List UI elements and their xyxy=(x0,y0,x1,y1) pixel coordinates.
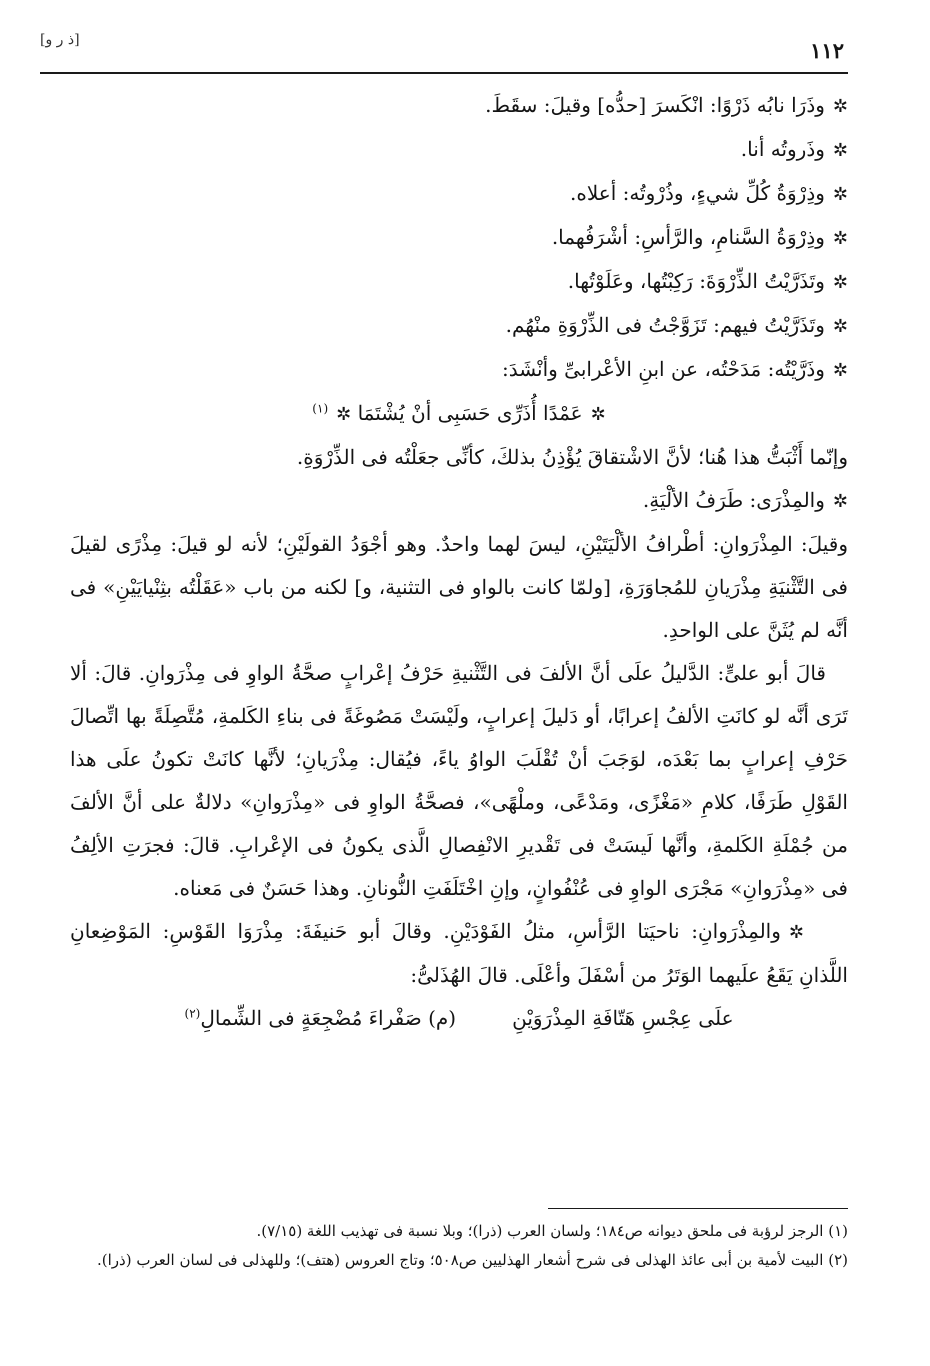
entry-text: وتَذَرَّيْتُ فيهم: تَزَوَّجْتُ فى الذِّرْوَةِ منْهُم. xyxy=(505,313,825,337)
main-text xyxy=(70,84,848,1040)
running-head-root: [ذ ر و] xyxy=(40,32,80,48)
asterisk-icon: ✲ xyxy=(832,272,848,293)
paragraph: قالَ أبو علىٍّ: الدَّليلُ علَى أنَّ الألفَ فى التَّثْنيةِ حَرْفُ إعْرابٍ صحَّةُ الواوِ فى مِذْرَوانِ. قالَ: ألا تَرَى أنَّه لو كانَتِ الألفُ إعرابًا، أو دَليلَ إعرابٍ، ولَيْسَتْ مَصُوغَةً فى بناءِ الكَلمةِ، مُتَّصِلَةً بها اتِّصالَ حَرْفِ إعرابٍ بما بَعْدَه، لوَجَبَ أنْ تُقْلَبَ الواوُ ياءً، فيُقال: مِذْرَيانِ؛ لأنَّها كانَتْ تكونُ علَى هذا القَوْلِ طَرَفًا، كلامِ «مَغْزًى، ومَدْعًى، وملْهًى»، فصحَّةُ الواوِ فى «مِذْرَوانِ» دلالةٌ على أنَّ الألفَ من جُمْلَةِ الكَلمةِ، وأنَّها لَيسَتْ فى تَقْديرِ الانْفِصالِ الَّذى يكونُ فى الإعْرابِ. قالَ: فجرَتِ الألِفُ فى «مِذْرَوانِ» مَجْرَى الواوِ فى عُنْفُوانٍ، وإنِ اخْتَلَفَتِ النُّونانِ. وهذا حَسَنٌ فى مَعناه. xyxy=(70,661,848,900)
footnote-ref: (٢) xyxy=(184,1006,201,1021)
asterisk-icon: ✲ xyxy=(832,96,848,117)
asterisk-icon: ✲ xyxy=(788,922,804,943)
verse-rajaz xyxy=(70,392,848,436)
entry-line xyxy=(70,172,848,216)
asterisk-icon: ✲ xyxy=(832,228,848,249)
page-number: ١١٢ xyxy=(810,38,844,63)
verse-hudhali xyxy=(70,997,848,1040)
page-header xyxy=(40,30,848,74)
entry-text: والمِذْرَوانِ: ناحيَتا الرَّأسِ، مثلُ الفَوْدَيْنِ. وقالَ أبو حَنيفَةَ: مِذْرَوَا القَوْسِ: المَوْضِعانِ اللَّذانِ يَقَعُ علَيهما الوَتَرُ من أسْفَلَ وأعْلَى. قالَ الهُذَلىُّ: xyxy=(70,919,848,987)
asterisk-icon: ✲ xyxy=(832,140,848,161)
asterisk-icon: ✲ xyxy=(832,316,848,337)
hemistich-text: (م) صَفْراءَ مُضْجِعَةٍ فى الشِّمالِ xyxy=(200,1006,457,1030)
entry-line xyxy=(70,216,848,260)
footnote-ref: (١) xyxy=(312,401,329,416)
paragraph: وإنّما أَثْبَتُّ هذا هُنا؛ لأنَّ الاشْتقاقَ يُؤْذِنُ بذلكَ، كأنِّى جعَلْتُه فى الذِّرْوَةِ. xyxy=(296,445,848,469)
asterisk-icon: ✲ xyxy=(832,491,848,512)
entry-text: وتَذَرَّيْتُ الذِّرْوَةَ: رَكِبْتُها، وعَلَوْتُها. xyxy=(567,269,825,293)
entry-line xyxy=(70,260,848,304)
entry-line xyxy=(70,479,848,523)
asterisk-icon: ✲ xyxy=(832,360,848,381)
footnotes xyxy=(70,1208,848,1275)
entry-line xyxy=(70,910,848,997)
entry-line xyxy=(70,348,848,392)
entry-line xyxy=(70,128,848,172)
asterisk-icon: ✲ xyxy=(832,184,848,205)
verse-hemistich-first: علَى عِجْسِ هَتّافَةِ المِذْرَوَيْنِ xyxy=(512,1006,734,1030)
asterisk-icon: ✲ xyxy=(336,404,352,425)
entry-line xyxy=(70,304,848,348)
paragraph: وقيلَ: المِذْرَوانِ: أطْرافُ الألْيَتَيْنِ، ليسَ لهما واحدٌ. وهو أجْوَدُ القولَيْنِ؛ لأنه لو قيلَ: مِذْرًى لقيلَ فى التَّثْنيَةِ مِذْرَيانِ للمُجاوَرَةِ، [ولمّا كانت بالواو فى التثنية، و] لكنه من باب «عَقَلْتُه بثِنْيايَيْنِ» فى أنَّه لم يُثَنَّ على الواحدِ. xyxy=(70,532,848,642)
entry-text: وذَرَّيْتُه: مَدَحْتُه، عن ابنِ الأعْرابىِّ وأنْشَدَ: xyxy=(501,357,825,381)
entry-text: والمِذْرَى: طَرَفُ الألْيَةِ. xyxy=(642,488,825,512)
footnote: (٢) البيت لأمية بن أبى عائذ الهذلى فى شرح أشعار الهذليين ص٥٠٨؛ وتاج العروس (هتف)؛ وللهذلى فى لسان العرب (ذرا). xyxy=(97,1251,848,1269)
verse-hemistich-second xyxy=(185,997,457,1040)
entry-text: وذَروتُه أنا. xyxy=(740,137,825,161)
footnote: (١) الرجز لرؤبة فى ملحق ديوانه ص١٨٤؛ ولسان العرب (ذرا)؛ وبلا نسبة فى تهذيب اللغة (٧/١٥). xyxy=(256,1222,848,1240)
entry-line xyxy=(70,84,848,128)
asterisk-icon: ✲ xyxy=(590,404,606,425)
footnote-rule xyxy=(548,1208,848,1209)
entry-text: وذِرْوَةُ السَّنامِ، والرَّأسِ: أشْرَفُهما. xyxy=(551,225,825,249)
entry-text: وذَرَا نابُه ذَرْوًا: انْكَسرَ [حدُّه] وقيلَ: سقَطَ. xyxy=(485,93,825,117)
entry-text: وذِرْوَةُ كُلِّ شيءٍ، وذُرْوتُه: أعلاه. xyxy=(569,181,825,205)
verse-text: عَمْدًا أُذَرِّى حَسَبِى أنْ يُشْتَمَا xyxy=(357,401,583,425)
header-rule xyxy=(40,72,848,74)
